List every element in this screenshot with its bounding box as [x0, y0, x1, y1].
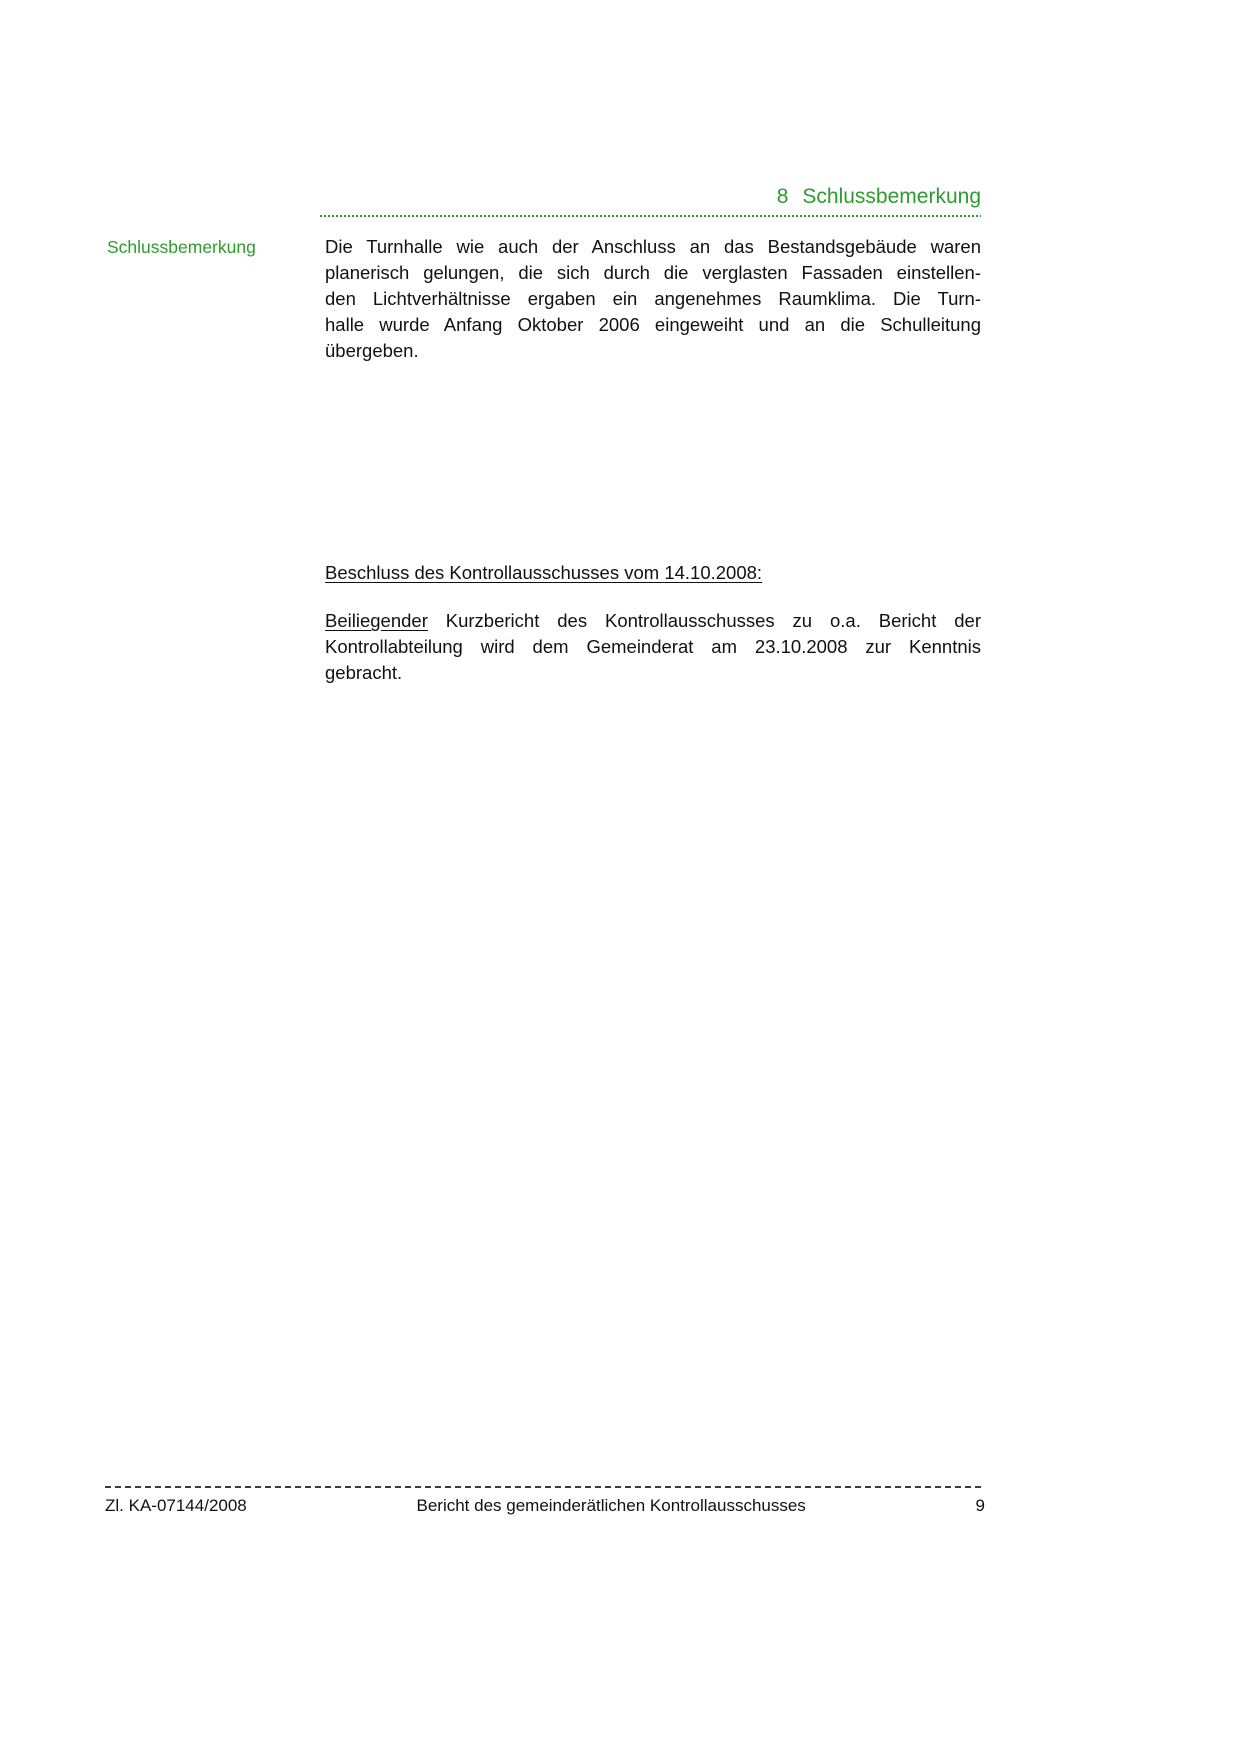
line-text: Kurzbericht des Kontrollausschusses zu o.a. Bericht der	[427, 610, 981, 631]
paragraph-line: Kontrollabteilung wird dem Gemeinderat am 23.10.2008 zur Kenntnis	[325, 636, 981, 657]
underlined-word: Beiliegender	[325, 610, 428, 631]
margin-label: Schlussbemerkung	[107, 237, 256, 257]
footer-page-number: 9	[975, 1496, 985, 1515]
section-number: 8	[776, 185, 789, 208]
paragraph-line: den Lichtverhältnisse ergaben ein angenehmes Raumklima. Die Turn-	[325, 288, 981, 309]
paragraph-line: gebracht.	[325, 662, 403, 683]
section-heading	[777, 185, 981, 209]
footer	[105, 1495, 985, 1517]
paragraph-line: planerisch gelungen, die sich durch die verglasten Fassaden einstellen-	[325, 262, 981, 283]
paragraph-line: übergeben.	[325, 340, 419, 361]
section-rule	[320, 215, 981, 217]
footer-reference: Zl. KA-07144/2008	[105, 1496, 247, 1515]
footer-rule	[105, 1486, 985, 1488]
paragraph-line	[325, 608, 981, 634]
decision-paragraph	[325, 608, 981, 686]
paragraph-line: halle wurde Anfang Oktober 2006 eingeweiht und an die Schulleitung	[325, 314, 981, 335]
footer-document-title: Bericht des gemeinderätlichen Kontrollausschusses	[416, 1496, 806, 1515]
section-title: Schlussbemerkung	[802, 185, 981, 208]
paragraph-line: Die Turnhalle wie auch der Anschluss an das Bestandsgebäude waren	[325, 236, 981, 257]
decision-heading: Beschluss des Kontrollausschusses vom 14.10.2008:	[325, 562, 763, 583]
closing-remark-paragraph	[325, 234, 981, 364]
